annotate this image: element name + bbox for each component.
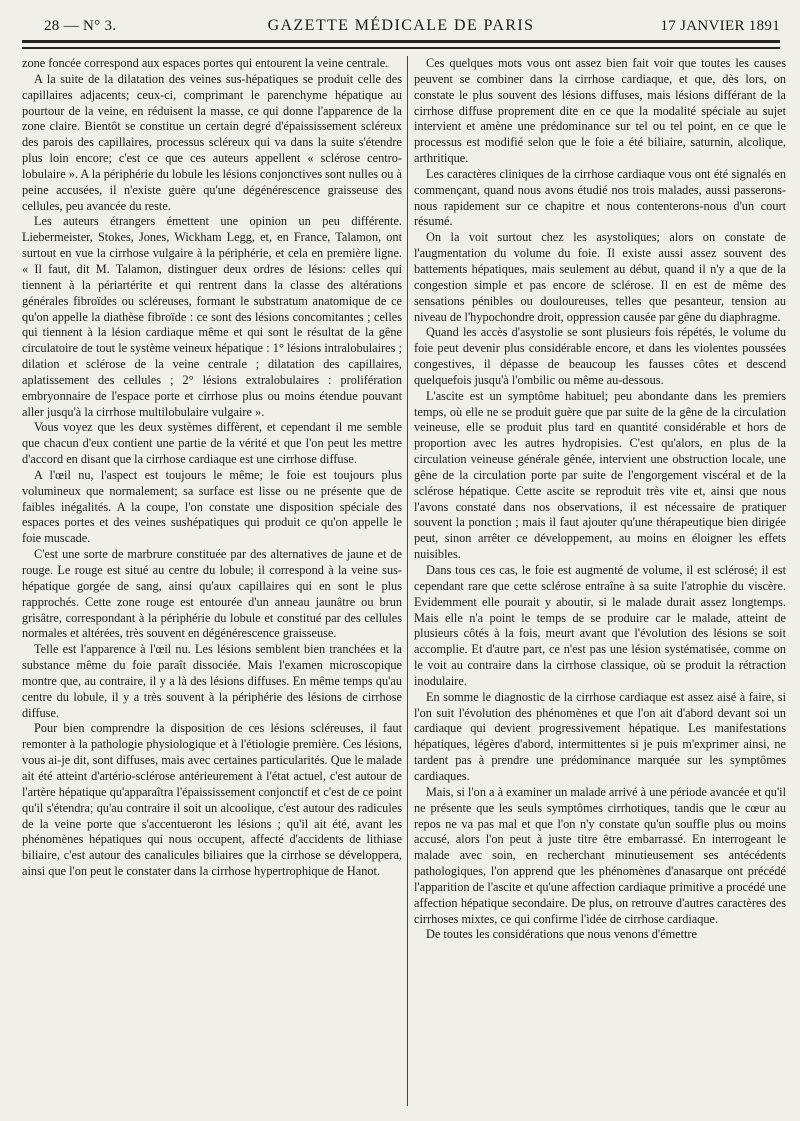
page-header	[22, 14, 780, 40]
paragraph: Vous voyez que les deux systèmes diffèrent, et cependant il me semble que chacun d'eux contient une partie de la vérité et que l'on peut les mettre d'accord en disant que la cirrhose cardiaque est une cirrhose diffuse.	[22, 420, 402, 467]
paragraph: Mais, si l'on a à examiner un malade arrivé à une période avancée et qu'il ne présente que les seuls symptômes cirrhotiques, tandis que le cœur au repos ne va pas mal et que l'on n'y constate qu'un souffle plus ou moins accusé, alors l'on peut à juste titre être embarrassé. En interrogeant le malade avec soin, en recherchant minutieusement ses antécédents pathologiques, l'on apprend que les phénomènes d'anasarque ont précédé l'apparition de l'ascite et qu'une affection cardiaque primitive a procédé une affection hépatique secondaire. De plus, on retrouve d'autres caractères des cirrhoses mixtes, ce qui confirme l'idée de cirrhose cardiaque.	[414, 784, 786, 926]
header-rule-thick	[22, 40, 780, 43]
paragraph: Telle est l'apparence à l'œil nu. Les lésions semblent bien tranchées et la substance même du foie paraît dissociée. Mais l'examen microscopique montre que, au contraire, il y a là des lésions diffuses. En même temps qu'au centre du lobule, il y a très souvent à la périphérie des lésions de cirrhose diffuse.	[22, 642, 402, 720]
paragraph: On la voit surtout chez les asystoliques; alors on constate de l'augmentation du volume du foie. Il existe aussi assez souvent des battements hépatiques, mais seulement au début, quand il n'y a que de la congestion simple et pas encore de sclérose. Il en est de même des sensations pénibles ou douloureuses, telles que pesanteur, tension au niveau de l'hypochondre droit, oppression causée par gêne du diaphragme.	[414, 230, 786, 324]
paragraph: C'est une sorte de marbrure constituée par des alternatives de jaune et de rouge. Le rouge est situé au centre du lobule; il correspond à la veine sus-hépatique gorgée de sang, ainsi qu'aux capillaires qui en sont le plus rapprochés. Cette zone rouge est entourée d'un anneau jaunâtre ou brun grisâtre, correspondant à la périphérie du lobule et constitué par des cellules normales et altérées, très souvent en dégénérescence graisseuse.	[22, 547, 402, 641]
paragraph: Les caractères cliniques de la cirrhose cardiaque vous ont été signalés en commençant, quand nous avons étudié nos trois malades, aussi passerons-nous rapidement sur ce chapitre et nous contenterons-nous d'un court résumé.	[414, 166, 786, 229]
paragraph: Pour bien comprendre la disposition de ces lésions scléreuses, il faut remonter à la pathologie physiologique et à l'étiologie première. Ces lésions, vous ai-je dit, sont diffuses, mais avec certaines particularités. Que le malade ait été atteint d'artério-sclérose antérieurement à l'état actuel, c'est autour de l'artère hépatique qu'apparaîtra l'épaississement conjonctif et c'est de ce point qu'il s'étendra; qu'au contraire il soit un alcoolique, c'est autour des radicules de la veine porte que s'accentueront les lésions ; qu'il ait été, avant les phénomènes hépatiques qui nous occupent, affecté d'accidents de lithiase biliaire, c'est autour des canalicules biliaires que la cirrhose se développera, ainsi que l'on peut le constater dans la cirrhose hypertrophique de Hanot.	[22, 721, 402, 879]
paragraph: A la suite de la dilatation des veines sus-hépatiques se produit celle des capillaires adjacents; ceux-ci, comprimant le parenchyme hépatique au pourtour de la veine, en réduisent la masse, ce qui donne l'apparence de la zone claire. Bientôt se constitue un certain degré d'épaississement scléreux des parois des capillaires, processus scléreux qui va dans la suite s'étendre plus loin encore; c'est ce que ces auteurs appellent « sclérose centro-lobulaire ». A la périphérie du lobule les lésions conjonctives sont nulles ou à peine accusées, il n'existe guère qu'une dégénérescence graisseuse des cellules, peu avancée du reste.	[22, 71, 402, 213]
paragraph: Ces quelques mots vous ont assez bien fait voir que toutes les causes peuvent se combiner dans la cirrhose cardiaque, et que, dès lors, on constate le plus souvent des lésions diffuses, mais lésions différant de la cirrhose diffuse proprement dite en ce que la modalité spéciale au sujet intervient et amène une prédominance sur tel ou tel point, en ce que le processus est modifié selon que le foie a été biliaire, saturnin, alcolique, arthritique.	[414, 56, 786, 166]
paragraph: En somme le diagnostic de la cirrhose cardiaque est assez aisé à faire, si l'on suit l'évolution des phénomènes et que l'on ait d'abord devant soi un cardiaque qui devient progressivement hépatique. Les manifestations hépatiques, légères d'abord, intermittentes si je puis m'exprimer ainsi, ne tardent pas à prendre une prédominance marquée sur les symptômes cardiaques.	[414, 689, 786, 783]
paragraph: Quand les accès d'asystolie se sont plusieurs fois répétés, le volume du foie peut devenir plus considérable encore, et dans les violentes poussées congestives, il dépasse de beaucoup les fausses côtes et descend quelquefois jusqu'à l'ombilic ou même au-dessous.	[414, 325, 786, 387]
column-divider	[407, 56, 408, 1106]
left-column	[22, 56, 402, 880]
paragraph: Dans tous ces cas, le foie est augmenté de volume, il est sclérosé; il est cependant rare que cette sclérose entraîne à sa suite l'atrophie du viscère. Evidemment elle pourait y aboutir, si le malade durait assez longtemps. Mais elle n'a point le temps de se produire car le malade, atteint de plusieurs côtés à la fois, meurt avant que l'évolution des lésions se soit accomplie. Et d'autre part, ce n'est pas une lésion systématisée, comme on le voit au contraire dans la cirrhose classique, où se produit la rétraction inodulaire.	[414, 563, 786, 688]
page-number: 28 — N° 3.	[44, 18, 117, 34]
paragraph: De toutes les considérations que nous venons d'émettre	[426, 927, 697, 942]
issue-date: 17 JANVIER 1891	[660, 18, 780, 34]
paragraph: zone foncée correspond aux espaces portes qui entourent la veine centrale.	[22, 56, 389, 70]
paragraph: A l'œil nu, l'aspect est toujours le même; le foie est toujours plus volumineux que normalement; sa surface est lisse ou ne présente que de faibles inégalités. A la coupe, l'on constate une disposition spéciale des espaces portes et des veines sushépatiques qui produit ce qu'on appelle le foie muscade.	[22, 467, 402, 546]
right-column	[414, 56, 786, 943]
header-rule-thin	[22, 47, 780, 49]
journal-title: GAZETTE MÉDICALE DE PARIS	[267, 17, 535, 34]
paragraph: L'ascite est un symptôme habituel; peu abondante dans les premiers temps, où elle ne se produit guère que par suite de la gêne de la circulation veineuse, elle se produit plus tard en quantité considérable et hors de proportion avec les autres hydropisies. C'est qu'alors, en plus de la circulation veineuse générale gênée, intervient une obstruction locale, une gêne de la circulation porte par suite de l'engorgement viscéral et de la sclérose hépatique. Cette ascite se reproduit très vite et, ainsi que nous l'avons constaté dans nos observations, il est nécessaire de pratiquer souvent la ponction ; mais il faut ajouter qu'une thérapeutique bien dirigée peut, sinon arrêter ce développement, au moins en éloigner les effets nuisibles.	[414, 388, 786, 562]
paragraph: Les auteurs étrangers émettent une opinion un peu différente. Liebermeister, Stokes, Jones, Wickham Legg, et, en France, Talamon, ont surtout en vue la cirrhose vulgaire à la périphérie, et cela en première ligne. « Il faut, dit M. Talamon, distinguer deux ordres de lésions: celles qui tiennent à la périartérite et qui rentrent dans la classe des altérations générales fibroïdes ou scléreuses, formant le substratum anatomique de ce qu'on appelle la diathèse fibroïde : ce sont des lésions concomitantes ; celles qui tiennent à la lésion cardiaque même et qui sont le résultat de la gêne circulatoire de tout le système veineux hépatique : 1° lésions intralobulaires ; dilation et sclérose de la veine centrale ; dilatation des capillaires, aplatissement des cellules ; 2° lésions extralobulaires : prolifération embryonnaire de l'espace porte et cirrhose plus ou moins étendue pouvant aller jusqu'à la cirrhose multilobulaire vulgaire ».	[22, 214, 402, 419]
